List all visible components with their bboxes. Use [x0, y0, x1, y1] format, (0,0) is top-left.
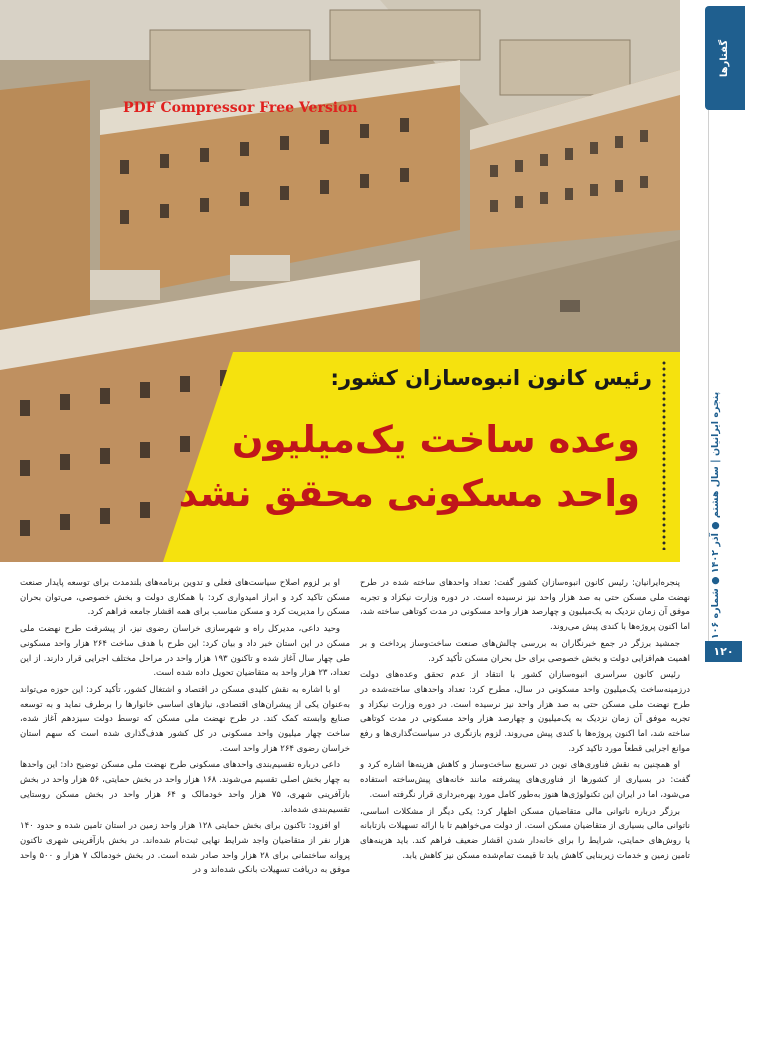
- article-paragraph: رئیس کانون سراسری انبوه‌سازان کشور با انتقاد از عدم تحقق وعده‌های دولت درزمینه‌ساخت یک‌میلیون واحد مسکونی در سال، مطرح کرد: تعداد واحدهای ساخته‌شده در طرح نهضت ملی مسکن حتی به صد هزار واحد نیز نرسیده است. در دوره وزارت نیکزاد و تجربه موفق آن زمان نزدیک به یک‌میلیون و چهارصد هزار واحد مسکونی در مدت کوتاهی ساخته شد، اما اکنون پروژه‌ها با کندی پیش می‌روند. لزوم بازنگری در سیاست‌گذاری‌ها و رفع موانع اجرایی قطعاً مورد تاکید کرد.: [360, 670, 690, 754]
- headline-title-line-1: وعده ساخت یک‌میلیون: [231, 418, 640, 461]
- article-column-right: [360, 576, 690, 1026]
- article-paragraph: داعی درباره تقسیم‌بندی واحدهای مسکونی طرح نهضت ملی مسکن توضیح داد: این واحدها به چهار بخش اصلی تقسیم می‌شوند. ۱۶۸ هزار واحد در بخش حمایتی، ۵۶ هزار واحد در بخش بازآفرینی شهری، ۷۵ هزار واحد خودمالک و ۶۴ هزار واحد در بخش مسکن روستایی تقسیم‌بندی شده‌اند.: [20, 760, 350, 815]
- article-paragraph: پنجره‌ایرانیان: رئیس کانون انبوه‌سازان کشور گفت: تعداد واحدهای ساخته شده در طرح نهضت ملی مسکن حتی به صد هزار واحد نیز نرسیده است. در دوره وزارت نیکزاد و تجربه موفق آن زمان نزدیک به یک‌میلیون و چهارصد هزار واحد مسکونی در مدت کوتاهی ساخته شد، اما اکنون پروژه‌ها با کندی پیش می‌روند.: [360, 578, 690, 633]
- page-number: ۱۲۰: [705, 641, 742, 662]
- dotted-divider: [662, 360, 666, 550]
- headline-panel: [163, 352, 680, 562]
- magazine-info-wrap: [705, 391, 727, 639]
- headline-kicker: رئیس کانون انبوه‌سازان کشور:: [330, 366, 652, 390]
- article-column-left: [20, 576, 350, 1026]
- section-tab-label: گفتارها: [719, 39, 731, 77]
- headline-title-line-2: واحد مسکونی محقق نشد: [178, 472, 640, 515]
- article-paragraph: او همچنین به نقش فناوری‌های نوین در تسریع ساخت‌وساز و کاهش هزینه‌ها اشاره کرد و گفت: در بسیاری از کشورها از فناوری‌های پیشرفته مانند خانه‌های پیش‌ساخته استفاده می‌شود، اما در ایران این تکنولوژی‌ها هنوز به‌طور کامل مورد بهره‌برداری قرار نگرفته است.: [360, 760, 690, 800]
- magazine-info: پنجره ایرانیان | سال هشتم ● آذر ۱۴۰۲ ● شماره ۱۰۶: [710, 391, 722, 639]
- article-paragraph: او افزود: تاکنون برای بخش حمایتی ۱۲۸ هزار واحد زمین در استان تامین شده و حدود ۱۴۰ هزار نفر از متقاضیان واجد شرایط نهایی ثبت‌نام شده‌اند. در بخش بازآفرینی شهری تاکنون پروانه ساختمانی برای ۲۸ هزار واحد صادر شده است. در بخش خودمالک ۷ هزار و ۵۰۰ واحد موفق به دریافت تسهیلات بانکی شده‌اند و در: [20, 821, 350, 876]
- watermark-text: PDF Compressor Free Version: [123, 100, 358, 116]
- article-paragraph: جمشید برزگر در جمع خبرنگاران به بررسی چالش‌های صنعت ساخت‌وساز پرداخت و بر اهمیت هم‌افزایی دولت و بخش خصوصی برای حل بحران مسکن تأکید کرد.: [360, 638, 690, 664]
- article-paragraph: وحید داعی، مدیرکل راه و شهرسازی خراسان رضوی نیز، از پیشرفت طرح نهضت ملی مسکن در این استان خبر داد و بیان کرد: این طرح با هدف ساخت ۲۶۴ هزار واحد مسکونی طی چهار سال آغاز شده و تاکنون ۱۹۳ هزار واحد در مراحل مختلف اجرایی قرار دارند. از این تعداد، ۲۳ هزار واحد به متقاضیان تحویل داده شده است.: [20, 624, 350, 679]
- section-tab-label-wrap: [705, 6, 745, 110]
- article-paragraph: او بر لزوم اصلاح سیاست‌های فعلی و تدوین برنامه‌های بلندمدت برای توسعه پایدار صنعت مسکن تاکید کرد و ابراز امیدواری کرد: با همکاری دولت و بخش خصوصی، می‌توان بحران مسکن را مدیریت کرد و مسکن مناسب برای همه اقشار جامعه فراهم کرد.: [20, 578, 350, 618]
- article-paragraph: او با اشاره به نقش کلیدی مسکن در اقتصاد و اشتغال کشور، تأکید کرد: این حوزه می‌تواند به‌عنوان یکی از پیشران‌های اقتصادی، نیازهای اساسی خانوارها را برطرف نماید و به توسعه صنایع وابسته کمک کند. در طرح نهضت ملی مسکن که توسط دولت سیزدهم آغاز شده، ساخت چهار میلیون واحد مسکونی در کل کشور هدف‌گذاری شده است که سهم استان خراسان رضوی ۲۶۴ هزار واحد است.: [20, 684, 350, 754]
- article-paragraph: برزگر درباره ناتوانی مالی متقاضیان مسکن اظهار کرد: یکی دیگر از مشکلات اساسی، ناتوانی مالی بسیاری از متقاضیان مسکن است. از دولت می‌خواهیم تا با ارائه تسهیلات بازتابانه یا روش‌های حمایتی، شرایط را برای خانه‌دار شدن اقشار ضعیف فراهم کند. باید هزینه‌های تامین زمین و خدمات زیربنایی کاهش یابد تا قیمت تمام‌شده مسکن نیز کاهش یابد.: [360, 806, 690, 861]
